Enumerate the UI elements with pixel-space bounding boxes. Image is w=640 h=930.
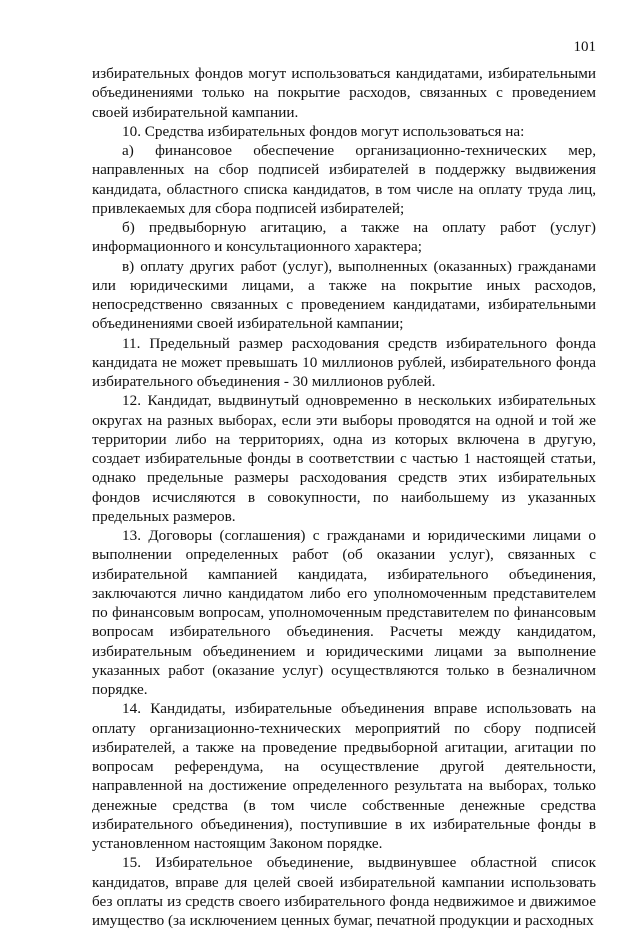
paragraph-item-11: 11. Предельный размер расходования средств избирательного фонда кандидата не может превышать 10 миллионов рублей, избирательного фонда избирательного объединения - 30 миллионов рублей. — [92, 334, 596, 390]
paragraph-item-10v: в) оплату других работ (услуг), выполненных (оказанных) гражданами или юридическими лицами, а также на покрытие иных расходов, непосредственно связанных с проведением кандидатами, избирательными объединениями своей избирательной кампании; — [92, 257, 596, 333]
paragraph-item-15: 15. Избирательное объединение, выдвинувшее областной список кандидатов, вправе для целей своей избирательной кампании использовать без оплаты из средств своего избирательного фонда недвижимое и движимое имущество (за исключением ценных бумаг, печатной продукции и расходных — [92, 854, 596, 929]
paragraph-item-12: 12. Кандидат, выдвинутый одновременно в нескольких избирательных округах на разных выборах, если эти выборы проводятся на одной и той же территории либо на территориях, одна из которых включена в другую, создает избирательные фонды в соответствии с частью 1 настоящей статьи, однако предельные размеры расходования средств этих избирательных фондов исчисляются в совокупности, по наибольшему из указанных предельных размеров. — [92, 392, 596, 525]
page-number: 101 — [573, 39, 596, 55]
paragraph-item-10a: а) финансовое обеспечение организационно-технических мер, направленных на сбор подписей избирателей в поддержку выдвижения кандидата, областного списка кандидатов, в том числе на оплату труда лиц, привлекаемых для сбора подписей избирателей; — [92, 142, 596, 217]
paragraph-continuation: избирательных фондов могут использоваться кандидатами, избирательными объединениями только на покрытие расходов, связанных с проведением своей избирательной кампании. — [92, 65, 596, 121]
paragraph-item-13: 13. Договоры (соглашения) с гражданами и юридическими лицами о выполнении определенных работ (об оказании услуг), связанных с избирательной кампанией кандидата, избирательного объединения, заключаются лично кандидатом либо его уполномоченным представителем по финансовым вопросам, уполномоченным представителем по финансовым вопросам избирательного объединения. Расчеты между кандидатом, избирательным объединением и юридическими лицами за выполнение указанных работ (оказание услуг) осуществляются только в безналичном порядке. — [92, 527, 596, 698]
paragraph-item-14: 14. Кандидаты, избирательные объединения вправе использовать на оплату организационно-технических мероприятий по сбору подписей избирателей, а также на проведение предвыборной агитации, агитации по вопросам референдума, на осуществление другой деятельности, направленной на достижение определенного результата на выборах, только денежные средства (в том числе собственные денежные средства избирательного объединения), поступившие в их избирательные фонды в установленном настоящим Законом порядке. — [92, 700, 596, 852]
paragraph-item-10: 10. Средства избирательных фондов могут использоваться на: — [122, 122, 525, 140]
paragraph-item-10b: б) предвыборную агитацию, а также на оплату работ (услуг) информационного и консультационного характера; — [92, 219, 596, 256]
body-text — [92, 64, 596, 930]
